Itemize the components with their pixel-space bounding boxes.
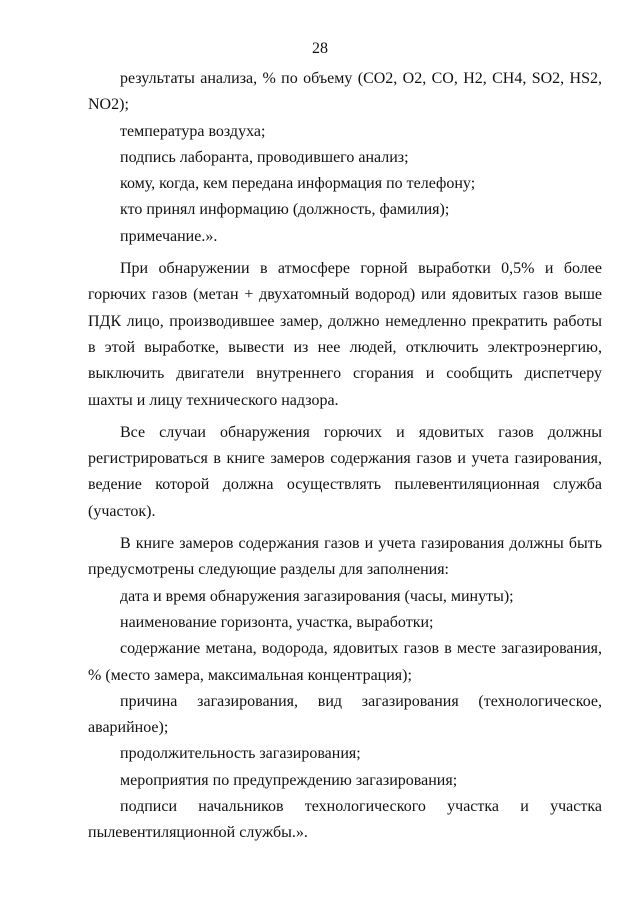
paragraph-signatures: подписи начальников технологического участка и участка пылевентиляционной службы.». [88, 798, 602, 842]
paragraph-horizon: наименование горизонта, участка, выработки; [120, 613, 434, 631]
paragraph-gas-content: содержание метана, водорода, ядовитых газов в месте загазирования, % (место замера, максимальная концентрация); [88, 640, 602, 684]
paragraph-air-temperature: температура воздуха; [120, 122, 266, 140]
paragraph-registration: Все случаи обнаружения горючих и ядовитых газов должны регистрироваться в книге замеров содержания газов и учета газирования, ведение которой должна осуществлять пылевентиляционная служба (участок). [88, 423, 602, 520]
paragraph-cause: причина загазирования, вид загазирования (технологическое, аварийное); [88, 692, 602, 737]
paragraph-note: примечание.». [120, 227, 218, 245]
paragraph-date-time: дата и время обнаружения загазирования (часы, минуты); [120, 587, 514, 605]
document-body [88, 66, 602, 847]
paragraph-receiver: кто принял информацию (должность, фамилия); [120, 201, 450, 219]
paragraph-lab-signature: подпись лаборанта, проводившего анализ; [120, 148, 409, 166]
paragraph-duration: продолжительность загазирования; [120, 745, 361, 763]
paragraph-detection-procedure: При обнаружении в атмосфере горной выработки 0,5% и более горючих газов (метан + двухатомный водород) или ядовитых газов выше ПДК лицо, производившее замер, должно немедленно прекратить работы в этой выработке, вывести из нее людей, отключить электроэнергию, выключить двигатели внутреннего сгорания и сообщить диспетчеру шахты и лицу технического надзора. [88, 260, 602, 409]
paragraph-phone-report: кому, когда, кем передана информация по телефону; [120, 175, 476, 193]
paragraph-analysis-results: результаты анализа, % по объему (СО2, О2, СО, Н2, СН4, SO2, HS2, NO2); [88, 70, 602, 114]
paragraph-book-sections: В книге замеров содержания газов и учета газирования должны быть предусмотрены следующие разделы для заполнения: [88, 535, 602, 579]
paragraph-prevention: мероприятия по предупреждению загазирования; [120, 771, 458, 789]
page-number: 28 [312, 40, 328, 57]
